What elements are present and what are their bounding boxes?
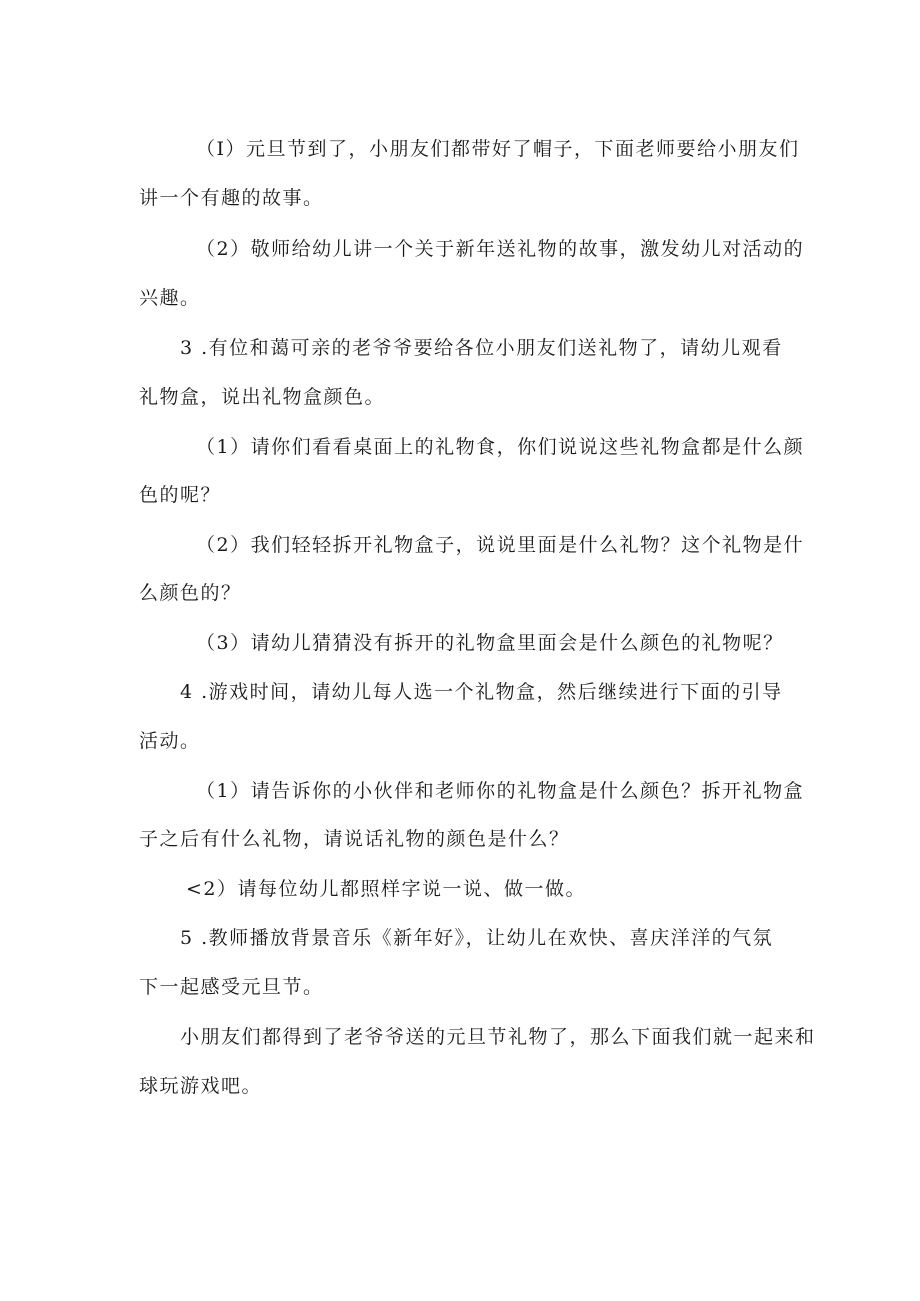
paragraph-3-line-1: 3 .有位和蔼可亲的老爷爷要给各位小朋友们送礼物了，请幼儿观看 (180, 337, 783, 359)
paragraph-9-line-1: <2）请每位幼儿都照样字说一说、做一做。 (186, 878, 587, 900)
paragraph-8-line-2: 子之后有什么礼物，请说话礼物的颜色是什么？ (139, 828, 570, 850)
paragraph-7-line-1: 4 .游戏时间，请幼儿每人选一个礼物盒，然后继续进行下面的引导 (180, 681, 783, 703)
paragraph-11-line-2: 球玩游戏吧。 (139, 1075, 263, 1097)
paragraph-1-line-2: 讲一个有趣的故事。 (139, 187, 324, 209)
paragraph-6-line-1: （3）请幼儿猜猜没有拆开的礼物盒里面会是什么颜色的礼物呢？ (196, 632, 784, 654)
paragraph-10-line-1: 5 .教师播放背景音乐《新年好》，让幼儿在欢快、喜庆洋洋的气氛 (180, 927, 774, 949)
paragraph-10-line-2: 下一起感受元旦节。 (139, 976, 324, 998)
paragraph-2-line-1: （2）敬师给幼儿讲一个关于新年送礼物的故事，激发幼儿对活动的 (196, 238, 805, 260)
paragraph-7-line-2: 活动。 (139, 730, 201, 752)
paragraph-2-line-2: 兴趣。 (139, 287, 201, 309)
paragraph-5-line-2: 么颜色的？ (139, 582, 242, 604)
paragraph-3-line-2: 礼物盒，说出礼物盒颜色。 (139, 386, 386, 408)
paragraph-4-line-1: （1）请你们看看桌面上的礼物食，你们说说这些礼物盒都是什么颜 (196, 436, 805, 458)
paragraph-8-line-1: （1）请告诉你的小伙伴和老师你的礼物盒是什么颜色？拆开礼物盒 (196, 780, 805, 802)
paragraph-11-line-1: 小朋友们都得到了老爷爷送的元旦节礼物了，那么下面我们就一起来和 (180, 1026, 816, 1048)
paragraph-1-line-1: （I）元旦节到了，小朋友们都带好了帽子，下面老师要给小朋友们 (196, 138, 800, 160)
paragraph-5-line-1: （2）我们轻轻拆开礼物盒子，说说里面是什么礼物？这个礼物是什 (196, 534, 805, 556)
paragraph-4-line-2: 色的呢？ (139, 484, 222, 506)
